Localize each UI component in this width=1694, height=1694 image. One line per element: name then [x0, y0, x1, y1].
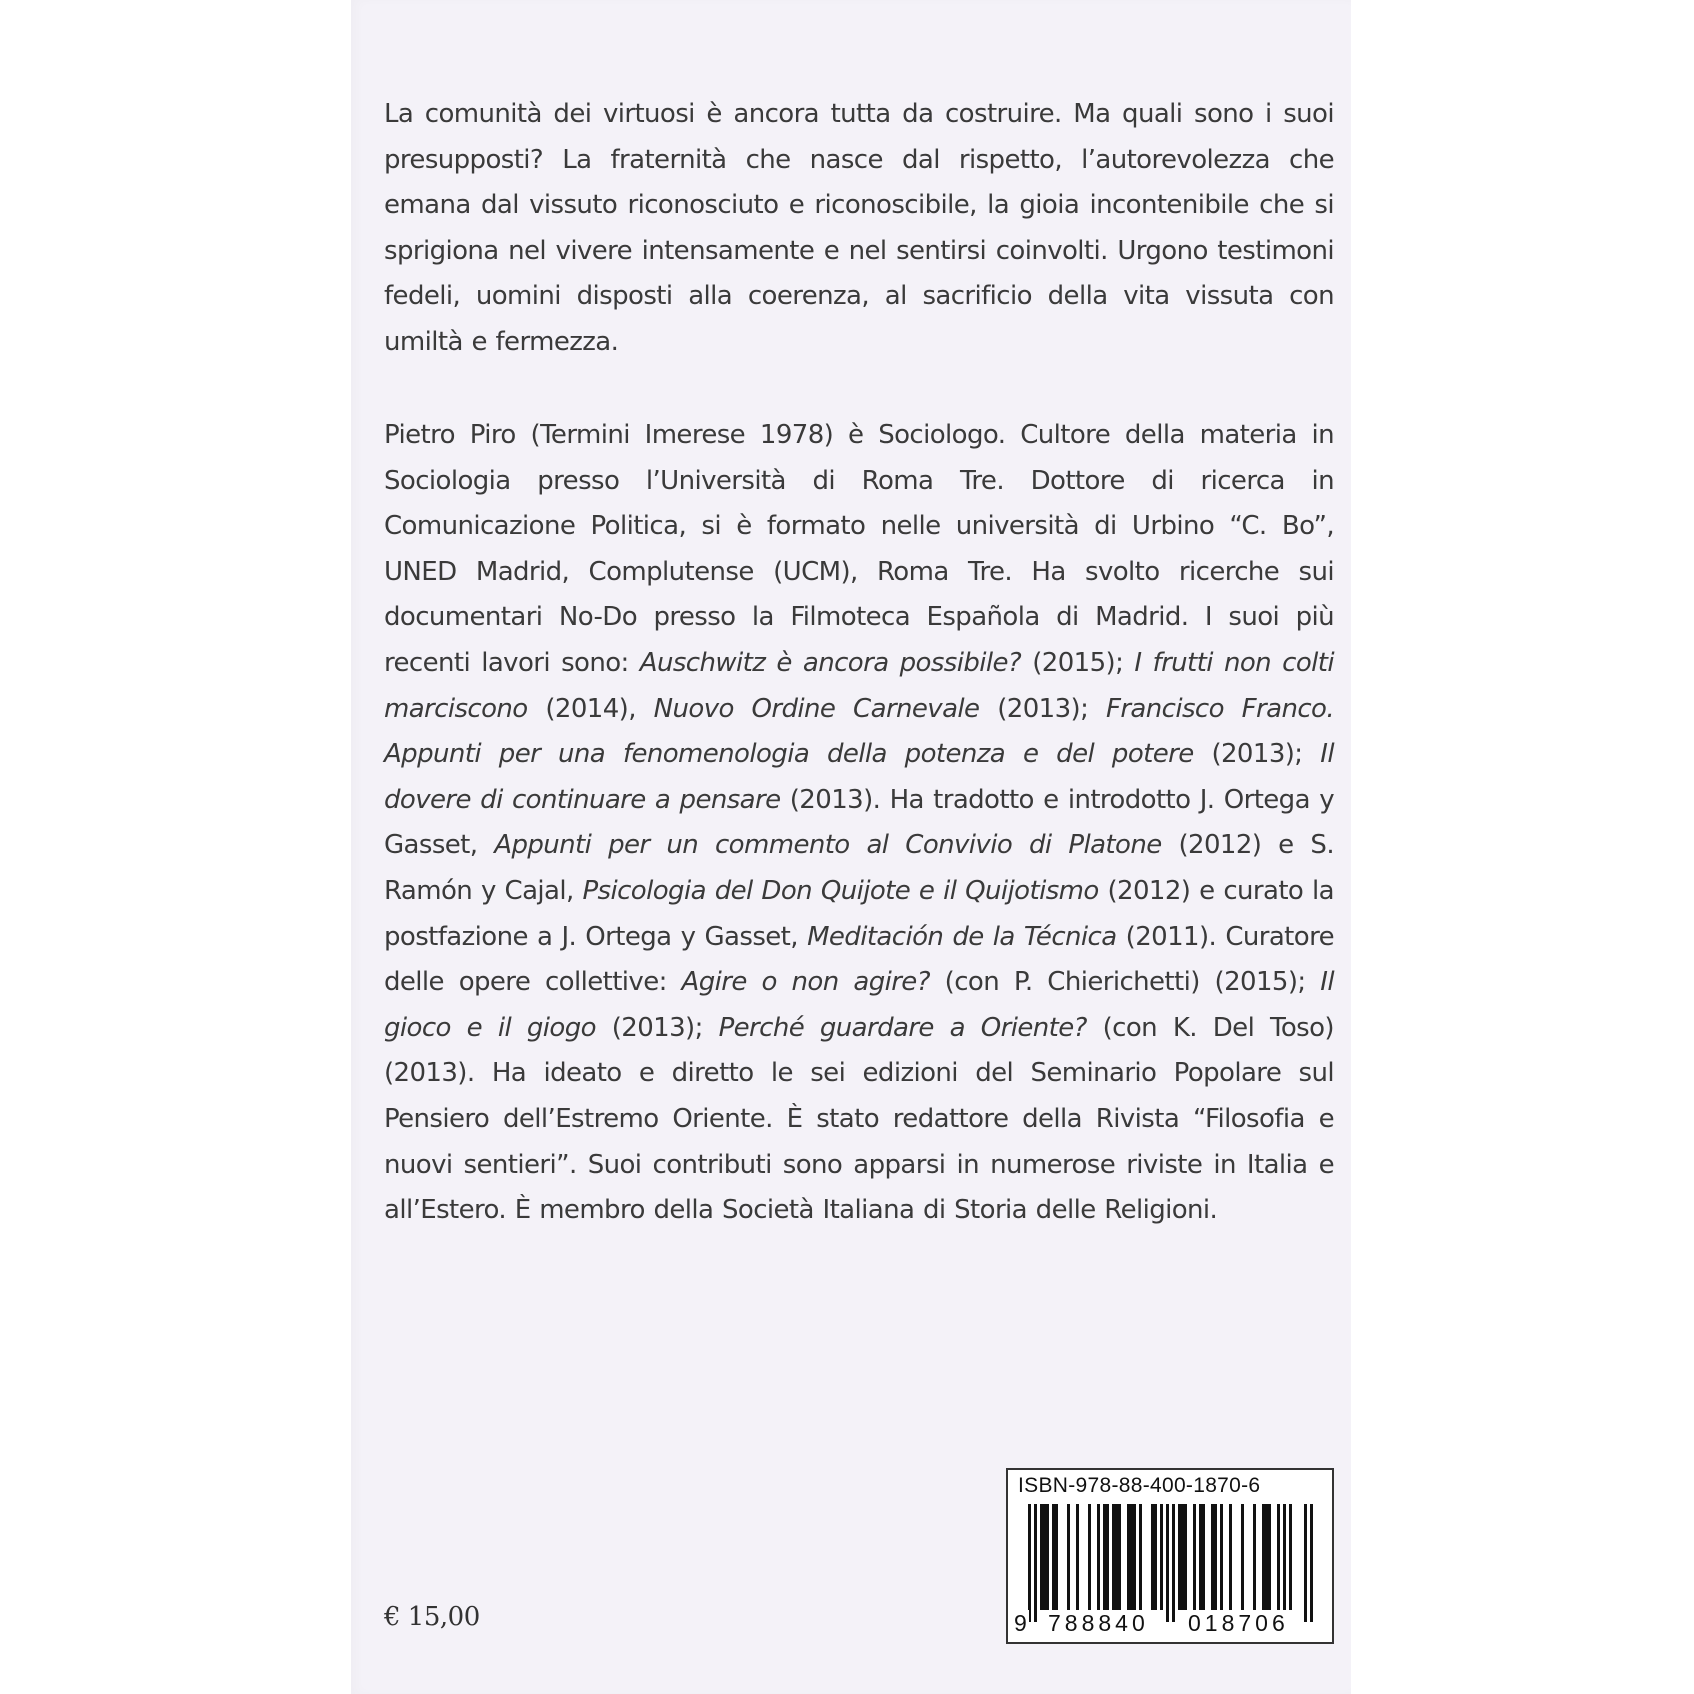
bio-text: (2011). Curatore delle opere collettive: [384, 921, 1334, 998]
bio-title-italic: Il gioco e il giogo [384, 967, 1334, 1043]
bio-title-italic: Psicologia del Don Quijote e il Quijotismo [582, 875, 1099, 906]
barcode-bar [1040, 1504, 1043, 1610]
bio-text: (con K. Del Toso) (2013). Ha ideato e diretto le sei edizioni del Seminario Popolare sul Pensiero dell’Estremo Oriente. È stato redattore della Rivista “Filosofia e nuovi sentieri”. Suoi contributi sono apparsi in numerose riviste in Italia e all’Estero. È membro della Società Italiana di Storia delle Religioni. [384, 1012, 1334, 1226]
barcode-bar [1253, 1504, 1256, 1610]
bio-title-italic: Perché guardare a Oriente? [718, 1012, 1087, 1043]
barcode-bar [1127, 1504, 1130, 1610]
barcode-bar [1199, 1504, 1202, 1610]
barcode-icon [1008, 1504, 1332, 1622]
barcode-digits-right: 018706 [1188, 1610, 1289, 1636]
bio-title-italic: Meditación de la Técnica [807, 921, 1117, 952]
barcode-bar [1097, 1504, 1100, 1610]
barcode-bar [1130, 1504, 1133, 1610]
bio-title-italic: Il dovere di continuare a pensare [384, 739, 1334, 815]
bio-text: (con P. Chierichetti) (2015); [929, 967, 1321, 998]
barcode-bar [1106, 1504, 1109, 1610]
barcode-bar [1103, 1504, 1106, 1610]
barcode-bar [1229, 1504, 1232, 1610]
barcode-bar [1151, 1504, 1154, 1610]
isbn-barcode-box [1006, 1468, 1334, 1644]
barcode-bar [1178, 1504, 1181, 1610]
barcode-bar [1088, 1504, 1091, 1610]
barcode-bar [1220, 1504, 1223, 1610]
barcode-digits-left: 788840 [1048, 1610, 1149, 1636]
barcode-bar [1193, 1504, 1196, 1610]
bio-title-italic: Appunti per un commento al Convivio di Platone [494, 830, 1162, 861]
barcode-bar [1277, 1504, 1280, 1610]
barcode-bar [1283, 1504, 1286, 1610]
bio-text: (2013); [1193, 739, 1321, 770]
barcode-bar [1289, 1504, 1292, 1610]
barcode-bar [1172, 1504, 1175, 1622]
author-bio-paragraph [384, 413, 1334, 1234]
barcode-bar [1184, 1504, 1187, 1610]
barcode-digits [1008, 1610, 1332, 1642]
bio-text: (2013); [595, 1012, 719, 1043]
bio-title-italic: Francisco Franco. Appunti per una fenomenologia della potenza e del potere [384, 693, 1334, 770]
barcode-bar [1214, 1504, 1217, 1610]
barcode-bar [1046, 1504, 1049, 1610]
barcode-bar [1043, 1504, 1046, 1610]
isbn-label: ISBN-978-88-400-1870-6 [1018, 1474, 1261, 1497]
bio-title-italic: I frutti non colti marciscono [384, 647, 1334, 724]
barcode-bar [1055, 1504, 1058, 1610]
barcode-bar [1112, 1504, 1115, 1610]
bio-text: Pietro Piro (Termini Imerese 1978) è Sociologo. Cultore della materia in Sociologia presso l’Università di Roma Tre. Dottore di ricerca in Comunicazione Politica, si è formato nelle università di Urbino “C. Bo”, UNED Madrid, Complutense (UCM), Roma Tre. Ha svolto ricerche sui documentari No-Do presso la Filmoteca Española di Madrid. I suoi più recenti lavori sono: [384, 420, 1334, 678]
barcode-bar [1160, 1504, 1163, 1610]
barcode-bar [1268, 1504, 1271, 1610]
barcode-bar [1118, 1504, 1121, 1610]
barcode-bar [1166, 1504, 1169, 1622]
barcode-bar [1265, 1504, 1268, 1610]
barcode-bar [1028, 1504, 1031, 1622]
barcode-bar [1067, 1504, 1070, 1610]
barcode-bar [1154, 1504, 1157, 1610]
price-label: € 15,00 [384, 1602, 480, 1632]
bio-text: (2013). Ha tradotto e introdotto J. Ortega y Gasset, [384, 784, 1334, 861]
barcode-bar [1052, 1504, 1055, 1610]
bio-text: (2014), [527, 693, 654, 724]
bio-title-italic: Agire o non agire? [681, 967, 930, 998]
barcode-bar [1310, 1504, 1313, 1622]
barcode-bar [1202, 1504, 1205, 1610]
barcode-digit-first: 9 [1014, 1610, 1027, 1636]
blurb-paragraph: La comunità dei virtuosi è ancora tutta da costruire. Ma quali sono i suoi presupposti? La fraternità che nasce dal rispetto, l’autorevolezza che emana dal vissuto riconosciuto e riconoscibile, la gioia incontenibile che si sprigiona nel vivere intensamente e nel sentirsi coinvolti. Urgono testimoni fedeli, uomini disposti alla coerenza, al sacrificio della vita vissuta con umiltà e fermezza. [384, 99, 1334, 357]
barcode-bar [1115, 1504, 1118, 1610]
barcode-bar [1241, 1504, 1244, 1610]
barcode-bar [1076, 1504, 1079, 1610]
bio-text: (2015); [1021, 647, 1135, 678]
barcode-bar [1181, 1504, 1184, 1610]
barcode-bar [1034, 1504, 1037, 1622]
barcode-bar [1262, 1504, 1265, 1610]
bio-text: (2013); [979, 693, 1106, 724]
bio-title-italic: Auschwitz è ancora possibile? [639, 647, 1022, 678]
bio-title-italic: Nuovo Ordine Carnevale [653, 693, 980, 724]
bio-text: (2012) e curato la postfazione a J. Ortega y Gasset, [384, 875, 1334, 952]
bio-text: (2012) e S. Ramón y Cajal, [384, 830, 1334, 906]
barcode-bar [1304, 1504, 1307, 1622]
barcode-bar [1139, 1504, 1142, 1610]
barcode-bar [1133, 1504, 1136, 1610]
barcode-bar [1211, 1504, 1214, 1610]
